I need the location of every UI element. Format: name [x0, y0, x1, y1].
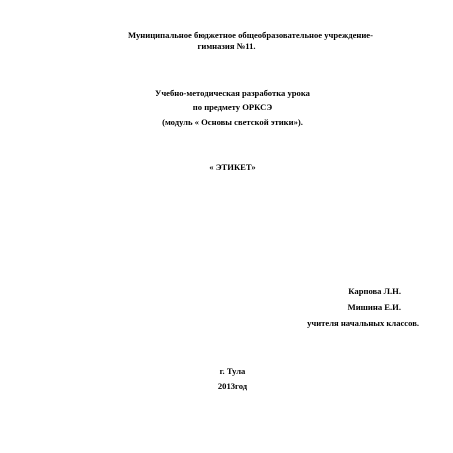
development-title-line-3: (модуль « Основы светской этики»). — [162, 117, 303, 127]
author-name-2: Мишина Е.И. — [347, 302, 401, 312]
development-title-line-1: Учебно-методическая разработка урока — [155, 88, 310, 98]
city-label: г. Тула — [219, 366, 246, 376]
author-role: учителя начальных классов. — [307, 318, 419, 328]
lesson-topic: « ЭТИКЕТ» — [209, 162, 256, 172]
organization-line-1: Муниципальное бюджетное общеобразовательное учреждение- — [128, 30, 373, 40]
author-name-1: Карпова Л.Н. — [348, 286, 401, 296]
development-title-line-2: по предмету ОРКСЭ — [192, 102, 273, 112]
year-label: 2013год — [217, 381, 248, 391]
organization-line-2: гимназия №11. — [197, 41, 256, 51]
